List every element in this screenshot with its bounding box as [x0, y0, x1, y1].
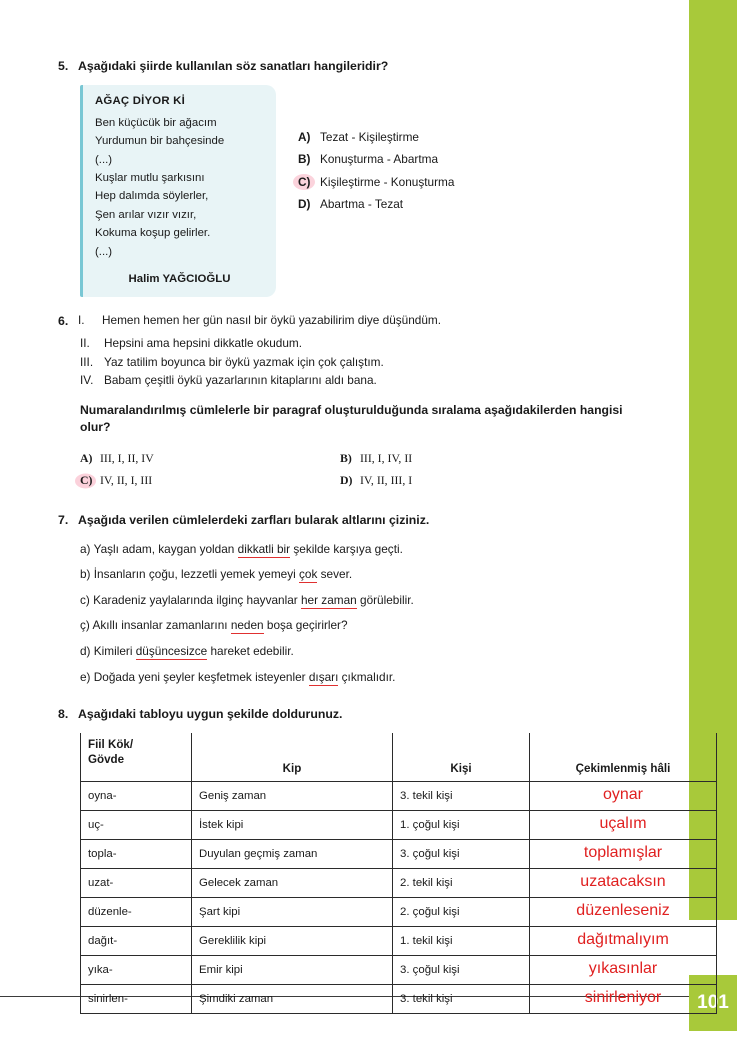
q6-option-a-text: III, I, II, IV [100, 451, 154, 466]
question-5-heading [58, 58, 658, 75]
page-content [58, 58, 671, 1014]
question-7-title: Aşağıda verilen cümlelerdeki zarfları bularak altlarını çiziniz. [78, 513, 430, 528]
item-2-label: II. [80, 335, 90, 350]
header-kip: Kip [192, 733, 393, 782]
sentence-e-adverb: dışarı [308, 669, 339, 684]
poem-line: (...) [95, 245, 113, 258]
poem-line: Şen arılar vızır vızır, [95, 208, 197, 221]
cell-kip: Gereklilik kipi [192, 926, 393, 955]
question-7-number: 7. [58, 513, 69, 528]
item-3-label: III. [80, 354, 94, 369]
question-5-options [298, 126, 578, 216]
sentence-c-before: Karadeniz yaylalarında ilginç hayvanlar [93, 592, 301, 607]
cell-answer[interactable]: sinirleniyor [530, 984, 717, 1013]
table-header-row [81, 733, 717, 782]
table-row [81, 926, 717, 955]
option-d-letter: D) [298, 197, 311, 212]
poem-line: Yurdumun bir bahçesinde [95, 135, 225, 148]
option-a-text: Tezat - Kişileştirme [320, 130, 419, 144]
cell-kisi: 3. tekil kişi [393, 984, 530, 1013]
question-6-item-1 [78, 313, 658, 329]
item-1-text: Hemen hemen her gün nasıl bir öykü yazabilirim diye düşündüm. [102, 313, 442, 328]
q6-option-b[interactable] [340, 448, 600, 470]
poem-author: Halim YAĞCIOĞLU [128, 273, 231, 286]
cell-answer[interactable]: düzenleseniz [530, 897, 717, 926]
option-b-text: Konuşturma - Abartma [320, 152, 439, 167]
sentence-a [80, 537, 658, 563]
q6-option-b-letter: B) [340, 451, 352, 466]
option-d[interactable] [298, 193, 578, 215]
verb-conjugation-table [80, 733, 717, 1014]
item-4 [80, 371, 658, 390]
option-c-letter-highlighted: C) [298, 171, 320, 193]
question-5 [58, 58, 658, 297]
sentence-e-after: çıkmalıdır. [338, 669, 396, 684]
question-6 [58, 313, 658, 492]
table-row [81, 810, 717, 839]
sentence-b-adverb: çok [299, 567, 318, 582]
header-root [81, 733, 192, 782]
poem-line: Kokuma koşup gelirler. [95, 227, 211, 240]
cell-answer[interactable]: yıkasınlar [530, 955, 717, 984]
sentence-ch-label: ç) [80, 618, 90, 633]
option-a-letter: A) [298, 130, 311, 144]
q6-option-b-text: III, I, IV, II [360, 451, 413, 466]
item-4-label: IV. [80, 373, 94, 388]
item-3 [80, 353, 658, 372]
cell-answer[interactable]: uçalım [530, 810, 717, 839]
cell-kip: Şart kipi [192, 897, 393, 926]
question-7-sentences [80, 537, 658, 691]
q6-option-d-letter: D) [340, 473, 353, 488]
sentence-c-cedilla [80, 613, 658, 639]
question-6-items [80, 334, 658, 390]
poem-line: (...) [95, 153, 113, 166]
sentence-d-adverb: düşüncesizce [135, 644, 208, 659]
q6-option-a-letter: A) [80, 451, 93, 466]
cell-root: dağıt- [81, 926, 192, 955]
q6-option-c-text: IV, II, I, III [100, 473, 153, 488]
question-8-number: 8. [58, 707, 69, 722]
question-6-heading [58, 313, 658, 330]
cell-kisi: 3. tekil kişi [393, 781, 530, 810]
item-3-text: Yaz tatilim boyunca bir öykü yazmak için çok çalıştım. [104, 354, 384, 369]
cell-answer[interactable]: uzatacaksın [530, 868, 717, 897]
cell-root: uç- [81, 810, 192, 839]
sentence-e-label: e) [80, 669, 91, 684]
cell-root: düzenle- [81, 897, 192, 926]
sentence-b-label: b) [80, 567, 91, 582]
item-1-label: I. [78, 313, 85, 328]
cell-kisi: 2. çoğul kişi [393, 897, 530, 926]
sentence-ch-after: boşa geçirirler? [263, 618, 348, 633]
table-row [81, 897, 717, 926]
option-b-letter: B) [298, 152, 311, 167]
header-root-line1: Fiil Kök/ [88, 737, 134, 751]
table-row [81, 839, 717, 868]
sentence-c-after: görülebilir. [356, 592, 414, 607]
cell-root: topla- [81, 839, 192, 868]
question-8-title: Aşağıdaki tabloyu uygun şekilde doldurunuz. [78, 707, 343, 722]
item-4-text: Babam çeşitli öykü yazarlarının kitaplarını aldı bana. [104, 373, 377, 388]
cell-root: uzat- [81, 868, 192, 897]
question-5-title: Aşağıdaki şiirde kullanılan söz sanatları hangileridir? [78, 59, 389, 73]
cell-answer[interactable]: toplamışlar [530, 839, 717, 868]
sentence-a-label: a) [80, 541, 91, 556]
question-6-number: 6. [58, 314, 69, 329]
q6-option-d[interactable] [340, 470, 600, 492]
option-c[interactable] [298, 171, 578, 193]
poem-box [80, 85, 276, 298]
sentence-d-label: d) [80, 644, 91, 659]
question-8 [58, 706, 671, 1014]
sentence-e [80, 665, 658, 691]
q6-option-c[interactable] [80, 470, 340, 492]
item-2-text: Hepsini ama hepsini dikkatle okudum. [104, 335, 303, 350]
cell-root: sinirlen- [81, 984, 192, 1013]
table-row [81, 955, 717, 984]
question-6-options [80, 448, 600, 492]
option-a[interactable] [298, 126, 578, 148]
sentence-a-after: şekilde karşıya geçti. [290, 541, 403, 556]
cell-kip: Gelecek zaman [192, 868, 393, 897]
sentence-d-after: hareket edebilir. [207, 644, 294, 659]
sentence-c-label: c) [80, 592, 90, 607]
cell-kip: Emir kipi [192, 955, 393, 984]
sentence-d [80, 639, 658, 665]
question-5-number: 5. [58, 59, 69, 73]
q6-option-a[interactable] [80, 448, 340, 470]
cell-kisi: 1. çoğul kişi [393, 810, 530, 839]
cell-root: yıka- [81, 955, 192, 984]
cell-kip: Geniş zaman [192, 781, 393, 810]
option-b[interactable] [298, 148, 578, 170]
cell-kisi: 3. çoğul kişi [393, 955, 530, 984]
cell-kip: İstek kipi [192, 810, 393, 839]
cell-kisi: 1. tekil kişi [393, 926, 530, 955]
sentence-c [80, 588, 658, 614]
cell-answer[interactable]: oynar [530, 781, 717, 810]
poem-title: AĞAÇ DİYOR Kİ [95, 94, 185, 107]
option-c-text: Kişileştirme - Konuşturma [320, 174, 455, 189]
header-kisi: Kişi [393, 733, 530, 782]
poem-line: Kuşlar mutlu şarkısını [95, 172, 205, 184]
header-cekim: Çekimlenmiş hâli [530, 733, 717, 782]
sentence-b-after: sever. [317, 567, 353, 582]
sentence-ch-before: Akıllı insanlar zamanlarını [92, 618, 231, 633]
cell-root: oyna- [81, 781, 192, 810]
poem-line: Ben küçücük bir ağacım [95, 116, 217, 129]
table-row [81, 984, 717, 1013]
table-row [81, 781, 717, 810]
header-root-line2: Gövde [88, 752, 125, 766]
sentence-b [80, 562, 658, 588]
sentence-e-before: Doğada yeni şeyler keşfetmek isteyenler [93, 669, 309, 684]
table-row [81, 868, 717, 897]
cell-kisi: 3. çoğul kişi [393, 839, 530, 868]
sentence-d-before: Kimileri [93, 644, 136, 659]
page-number: 101 [689, 975, 737, 1031]
item-2 [80, 334, 658, 353]
q6-option-d-text: IV, II, III, I [360, 473, 413, 488]
cell-kip: Duyulan geçmiş zaman [192, 839, 393, 868]
sentence-ch-adverb: neden [230, 618, 264, 633]
cell-kip: Şimdiki zaman [192, 984, 393, 1013]
sentence-b-before: İnsanların çoğu, lezzetli yemek yemeyi [93, 567, 300, 582]
cell-answer[interactable]: dağıtmalıyım [530, 926, 717, 955]
question-7-heading [58, 512, 658, 529]
option-d-text: Abartma - Tezat [320, 197, 404, 212]
sentence-c-adverb: her zaman [300, 592, 357, 607]
sentence-a-before: Yaşlı adam, kaygan yoldan [93, 541, 238, 556]
sentence-a-adverb: dikkatli bir [237, 541, 291, 556]
poem-line: Hep dalımda söylerler, [95, 190, 209, 203]
q6-option-c-letter-highlighted: C) [80, 470, 100, 492]
question-7 [58, 512, 658, 690]
question-6-prompt: Numaralandırılmış cümlelerle bir paragraf oluşturulduğunda sıralama aşağıdakilerden hangisi olur? [80, 402, 623, 434]
cell-kisi: 2. tekil kişi [393, 868, 530, 897]
question-8-heading [58, 706, 658, 723]
